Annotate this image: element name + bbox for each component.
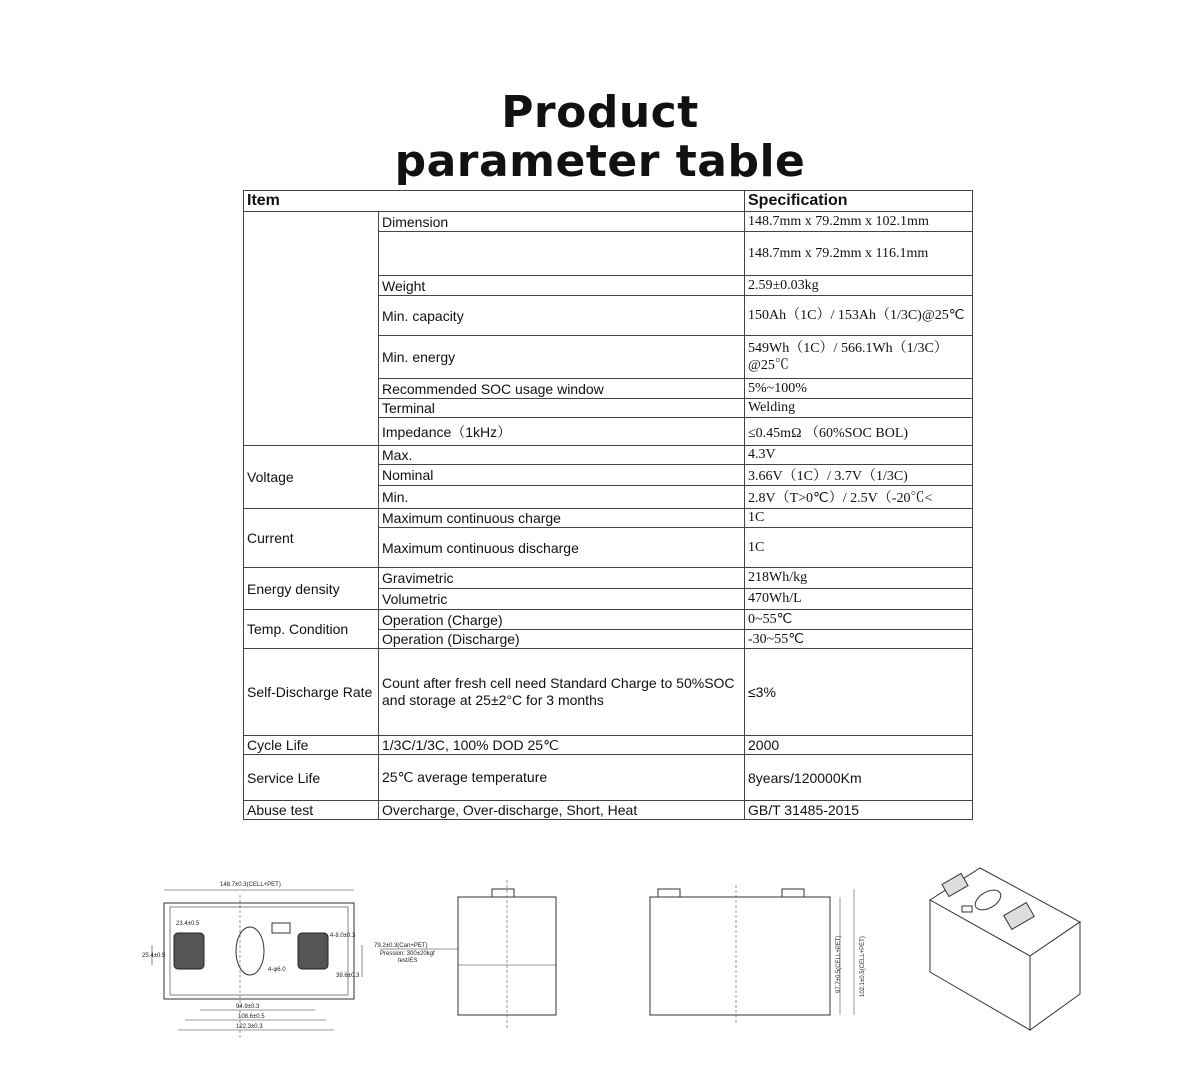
row-label [379, 232, 745, 276]
row-label: Operation (Discharge) [379, 630, 745, 649]
row-value: 3.66V（1C）/ 3.7V（1/3C) [745, 465, 973, 486]
row-value: 1C [745, 509, 973, 528]
row-value: 470Wh/L [745, 589, 973, 610]
row-label: 1/3C/1/3C, 100% DOD 25℃ [379, 736, 745, 755]
table-row [244, 801, 973, 820]
row-label: Weight [379, 276, 745, 296]
row-value: -30~55℃ [745, 630, 973, 649]
table-row [244, 509, 973, 528]
table-row [244, 736, 973, 755]
row-value: 2.8V（T>0℃）/ 2.5V（-20℃< [745, 486, 973, 509]
row-label: Min. energy [379, 336, 745, 379]
side-thickness-label: 79.2±0.3(Can+PET) [374, 943, 428, 949]
row-value: ≤3% [745, 649, 973, 736]
row-label: Volumetric [379, 589, 745, 610]
group-label: Voltage [244, 446, 379, 509]
row-value: 148.7mm x 79.2mm x 102.1mm [745, 212, 973, 232]
table-row [244, 568, 973, 589]
row-value: Welding [745, 399, 973, 418]
table-row [244, 610, 973, 630]
page-title [0, 88, 1200, 186]
row-label: Dimension [379, 212, 745, 232]
isometric-view-drawing [920, 860, 1090, 1040]
elevation-h2-label: 102.1±0.5(CELL+PET) [860, 936, 866, 997]
row-label: Overcharge, Over-discharge, Short, Heat [379, 801, 745, 820]
table-header-row [244, 191, 973, 212]
elevation-h1-label: 97.7±0.5(CELL+PET) [836, 935, 842, 993]
table-row [244, 212, 973, 232]
side-pressure-label: Pression: 300±20kgf [380, 951, 435, 957]
front-terminal-offset-label: 23.4±0.5 [176, 921, 200, 927]
group-label: Abuse test [244, 801, 379, 820]
header-item: Item [244, 191, 745, 212]
parameter-table [243, 190, 973, 820]
row-value: 8years/120000Km [745, 755, 973, 801]
title-line-1: Product [501, 87, 699, 138]
front-dim3-label: 122.3±0.3 [236, 1024, 263, 1030]
row-label: Maximum continuous discharge [379, 528, 745, 568]
row-value: 2000 [745, 736, 973, 755]
front-dim1-label: 94.9±0.3 [236, 1004, 260, 1010]
row-label: Terminal [379, 399, 745, 418]
header-specification: Specification [745, 191, 973, 212]
group-label: Current [244, 509, 379, 568]
front-hole-label: 4-φ6.0 [268, 967, 286, 973]
group-label: Service Life [244, 755, 379, 801]
row-label: Count after fresh cell need Standard Charge to 50%SOC and storage at 25±2°C for 3 months [379, 649, 745, 736]
group-label: Self-Discharge Rate [244, 649, 379, 736]
front-dim2-label: 108.6±0.5 [238, 1014, 265, 1020]
row-label: Maximum continuous charge [379, 509, 745, 528]
row-label: 25℃ average temperature [379, 755, 745, 801]
row-label: Max. [379, 446, 745, 465]
row-value: GB/T 31485-2015 [745, 801, 973, 820]
row-label: Recommended SOC usage window [379, 379, 745, 399]
elevation-view-drawing [640, 865, 880, 1045]
row-value: 0~55℃ [745, 610, 973, 630]
group-label: Cycle Life [244, 736, 379, 755]
row-label: Gravimetric [379, 568, 745, 589]
technical-drawings [0, 860, 1200, 1050]
row-value: 4.3V [745, 446, 973, 465]
title-line-2: parameter table [394, 136, 806, 187]
table-row [244, 649, 973, 736]
row-label: Min. capacity [379, 296, 745, 336]
row-value: 2.59±0.03kg [745, 276, 973, 296]
row-value: 5%~100% [745, 379, 973, 399]
table-row [244, 755, 973, 801]
side-view-drawing [370, 865, 570, 1045]
front-view-drawing [140, 865, 370, 1045]
front-width-label: 148.7±0.3(CELL+PET) [220, 882, 281, 888]
row-label: Min. [379, 486, 745, 509]
front-edge-label: 4-8.0±0.3 [330, 933, 356, 939]
row-label: Operation (Charge) [379, 610, 745, 630]
row-value: 150Ah（1C）/ 153Ah（1/3C)@25℃ [745, 296, 973, 336]
row-value: 1C [745, 528, 973, 568]
table-row [244, 446, 973, 465]
row-label: Impedance（1kHz） [379, 418, 745, 446]
group-cell-blank [244, 212, 379, 446]
front-height-label: 39.6±0.3 [336, 973, 360, 979]
row-label: Nominal [379, 465, 745, 486]
group-label: Energy density [244, 568, 379, 610]
row-value: 148.7mm x 79.2mm x 116.1mm [745, 232, 973, 276]
row-value: 549Wh（1C）/ 566.1Wh（1/3C）@25℃ [745, 336, 973, 379]
row-value: 218Wh/kg [745, 568, 973, 589]
side-note-label: test/ES [398, 958, 418, 964]
front-terminal-width-label: 25.4±0.5 [142, 953, 166, 959]
row-value: ≤0.45mΩ （60%SOC BOL) [745, 418, 973, 446]
group-label: Temp. Condition [244, 610, 379, 649]
